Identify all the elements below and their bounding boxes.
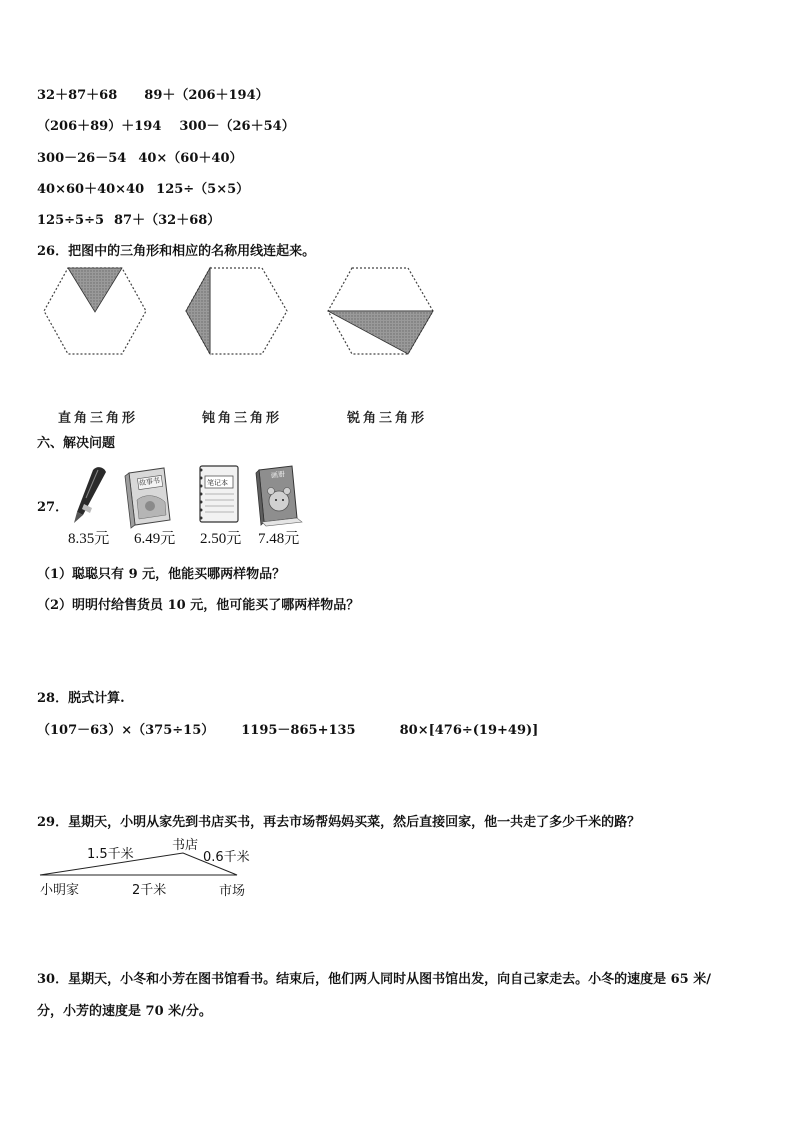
calc-expr: 40×60＋40×40	[37, 182, 145, 197]
label-acute-triangle: 锐角三角形	[347, 411, 428, 426]
label-market: 市场	[219, 884, 246, 899]
picturebook-caption: 画册	[270, 470, 286, 480]
question-30-line2: 分，小芳的速度是 70 米/分。	[37, 1004, 212, 1019]
price-picturebook: 7.48元	[258, 531, 300, 547]
calc-expr: 125÷（5×5）	[156, 182, 250, 197]
question-30-line1: 30．星期天，小冬和小芳在图书馆看书。结束后，他们两人同时从图书馆出发，向自己家走去。小冬的速度是 65 米/	[37, 972, 711, 987]
label-obtuse-triangle: 钝角三角形	[202, 411, 283, 426]
question-29-text: 29．星期天，小明从家先到书店买书，再去市场帮妈妈买菜，然后直接回家，他一共走了多少千米的路？	[37, 815, 641, 830]
price-pen: 8.35元	[68, 531, 110, 547]
price-storybook: 6.49元	[134, 531, 176, 547]
calc-expr: （206＋89）＋194	[37, 119, 162, 134]
question-27-sub2: （2）明明付给售货员 10 元，他可能买了哪两样物品？	[37, 598, 360, 613]
calc-expr: 87＋（32＋68）	[114, 213, 221, 228]
notebook-caption: 笔记本	[207, 479, 228, 487]
expr-2: 1195－865+135	[241, 723, 356, 738]
question-28-text: 28．脱式计算.	[37, 691, 125, 706]
label-home-to-market: 2千米	[132, 883, 167, 898]
calc-expr: 32＋87＋68	[37, 88, 118, 103]
label-home-to-bookstore: 1.5千米	[87, 847, 134, 862]
section-6-heading: 六、解决问题	[37, 436, 116, 451]
storybook-caption: 故事书	[138, 476, 161, 488]
calc-expr: 300－26－54	[37, 151, 127, 166]
expr-3: 80×[476÷(19+49)]	[399, 723, 539, 738]
expr-1: （107－63）×（375÷15）	[37, 723, 215, 738]
question-26-text: 26．把图中的三角形和相应的名称用线连起来。	[37, 244, 316, 259]
question-27-number: 27．	[37, 500, 69, 515]
price-notebook: 2.50元	[200, 531, 242, 547]
label-right-triangle: 直角三角形	[58, 411, 139, 426]
label-bookstore-to-market: 0.6千米	[203, 850, 250, 865]
calc-expr: 89＋（206＋194）	[144, 88, 269, 103]
calc-expr: 300－（26＋54）	[179, 119, 295, 134]
question-27-sub1: （1）聪聪只有 9 元，他能买哪两样物品？	[37, 567, 286, 582]
calc-expr: 125÷5÷5	[37, 213, 105, 228]
label-bookstore: 书店	[172, 838, 199, 853]
calc-expr: 40×（60＋40）	[138, 151, 243, 166]
label-home: 小明家	[40, 883, 80, 898]
